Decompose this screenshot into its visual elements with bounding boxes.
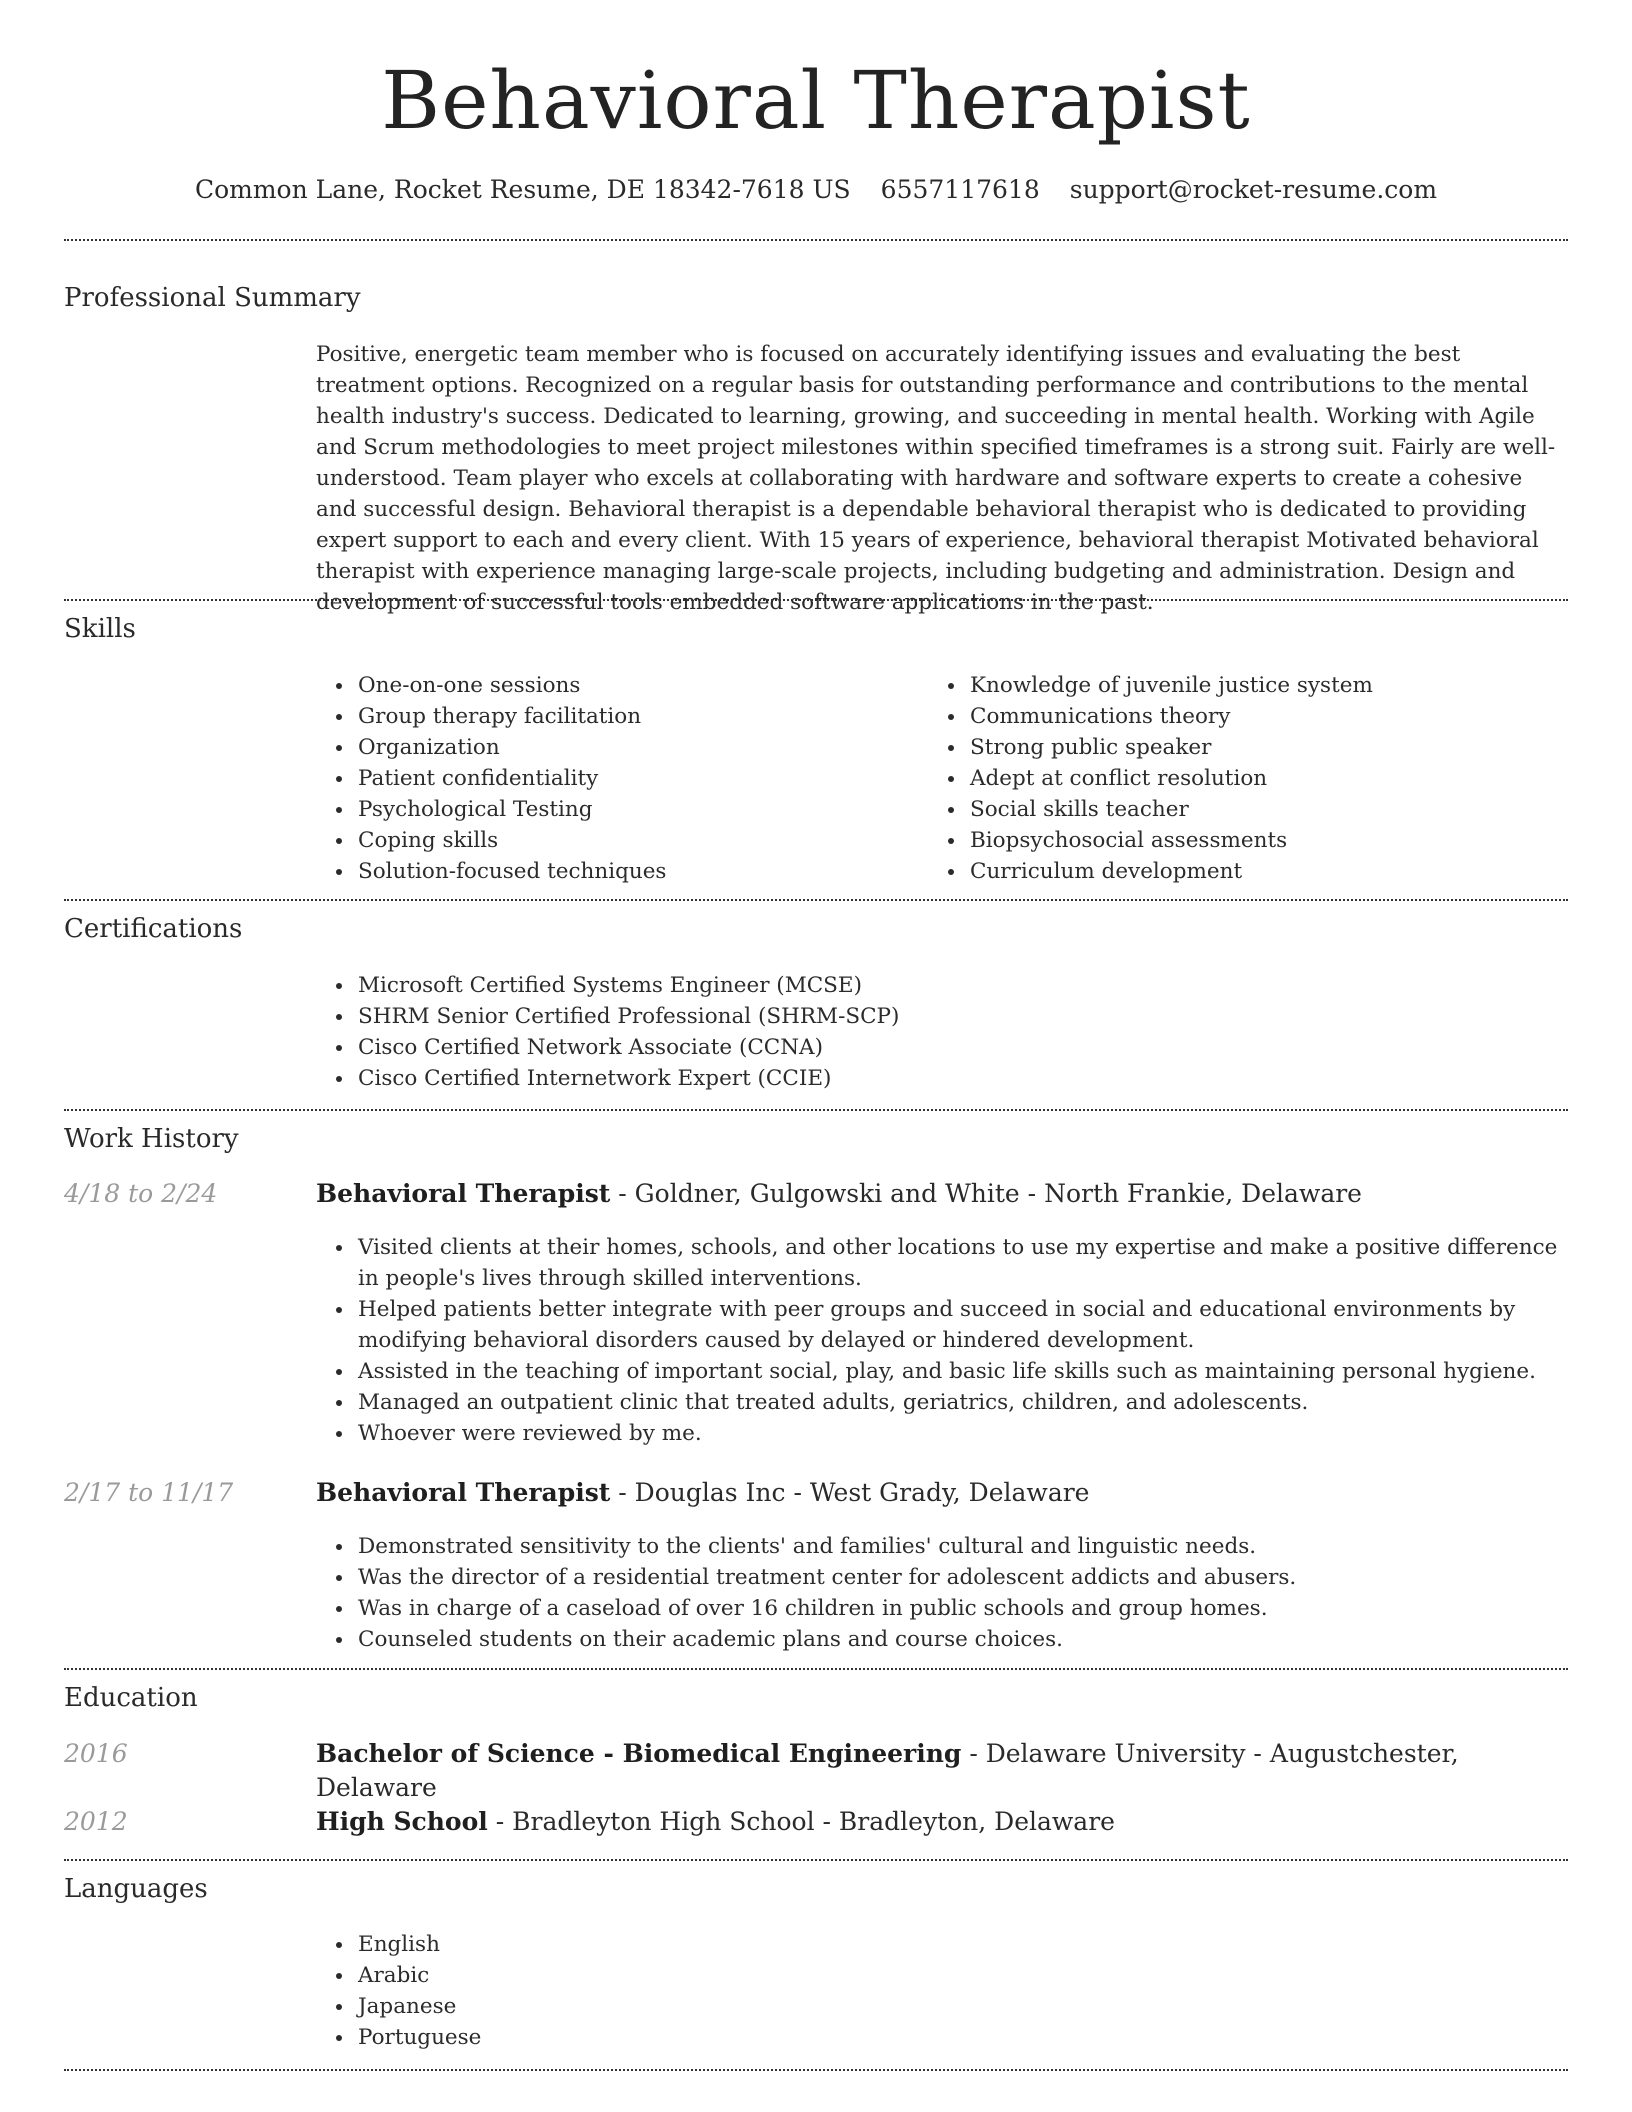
education-entry bbox=[316, 1805, 1568, 1839]
skill-item: Coping skills bbox=[358, 825, 918, 856]
candidate-name: Behavioral Therapist bbox=[381, 54, 1251, 147]
skills-list-left bbox=[314, 670, 918, 887]
job-employer: - Douglas Inc - West Grady, Delaware bbox=[610, 1478, 1090, 1507]
summary-heading: Professional Summary bbox=[64, 283, 361, 313]
job-dates: 2/17 to 11/17 bbox=[64, 1478, 234, 1507]
skill-item: Group therapy facilitation bbox=[358, 701, 918, 732]
skill-item: Biopsychosocial assessments bbox=[970, 825, 1570, 856]
contact-phone: 6557117618 bbox=[880, 175, 1040, 204]
education-heading: Education bbox=[64, 1683, 198, 1713]
job-bullet: Counseled students on their academic plans and course choices. bbox=[358, 1624, 1568, 1655]
job-employer: - Goldner, Gulgowski and White - North Frankie, Delaware bbox=[610, 1179, 1362, 1208]
education-school: - Bradleyton High School - Bradleyton, Delaware bbox=[487, 1807, 1115, 1836]
skill-item: Curriculum development bbox=[970, 856, 1570, 887]
language-item: Portuguese bbox=[358, 2022, 1568, 2053]
job-role: Behavioral Therapist bbox=[316, 1478, 611, 1507]
job-title bbox=[316, 1177, 1568, 1211]
skill-item: Social skills teacher bbox=[970, 794, 1570, 825]
job-bullet: Whoever were reviewed by me. bbox=[358, 1418, 1568, 1449]
contact-email: support@rocket-resume.com bbox=[1069, 175, 1438, 204]
job-bullet: Assisted in the teaching of important social, play, and basic life skills such as maintaining personal hygiene. bbox=[358, 1356, 1568, 1387]
section-divider bbox=[64, 1109, 1568, 1111]
skill-item: Communications theory bbox=[970, 701, 1570, 732]
certification-item: Cisco Certified Internetwork Expert (CCIE) bbox=[358, 1063, 1568, 1094]
section-divider bbox=[64, 2069, 1568, 2071]
certification-item: Microsoft Certified Systems Engineer (MCSE) bbox=[358, 970, 1568, 1001]
language-item: English bbox=[358, 1929, 1568, 1960]
education-degree: Bachelor of Science - Biomedical Engineering bbox=[316, 1739, 962, 1768]
skills-list-right bbox=[926, 670, 1570, 887]
skill-item: One-on-one sessions bbox=[358, 670, 918, 701]
education-degree: High School bbox=[316, 1807, 488, 1836]
job-bullet: Demonstrated sensitivity to the clients' and families' cultural and linguistic needs. bbox=[358, 1531, 1568, 1562]
certifications-list bbox=[314, 970, 1568, 1094]
certifications-heading: Certifications bbox=[64, 914, 243, 944]
contact-line bbox=[0, 170, 1632, 210]
summary-text: Positive, energetic team member who is focused on accurately identifying issues and evaluating the best treatment options. Recognized on a regular basis for outstanding performance and contributions to the mental health industry's success. Dedicated to learning, growing, and succeeding in mental health. Working with Agile and Scrum methodologies to meet project milestones within specified timeframes is a strong suit. Fairly are well-understood. Team player who excels at collaborating with hardware and software experts to create a cohesive and successful design. Behavioral therapist is a dependable behavioral therapist who is dedicated to providing expert support to each and every client. With 15 years of experience, behavioral therapist Motivated behavioral therapist with experience managing large-scale projects, including budgeting and administration. Design and development of successful tools embedded software applications in the past. bbox=[316, 342, 1556, 615]
section-divider bbox=[64, 239, 1568, 241]
skills-heading: Skills bbox=[64, 614, 136, 644]
section-divider bbox=[64, 899, 1568, 901]
section-divider bbox=[64, 1668, 1568, 1670]
section-divider bbox=[64, 599, 1568, 601]
job-bullets bbox=[314, 1531, 1568, 1655]
contact-address: Common Lane, Rocket Resume, DE 18342-7618 US bbox=[194, 175, 851, 204]
skill-item: Patient confidentiality bbox=[358, 763, 918, 794]
job-bullet: Helped patients better integrate with peer groups and succeed in social and educational environments by modifying behavioral disorders caused by delayed or hindered development. bbox=[358, 1294, 1568, 1356]
skill-item: Solution-focused techniques bbox=[358, 856, 918, 887]
job-bullets bbox=[314, 1232, 1568, 1449]
language-item: Arabic bbox=[358, 1960, 1568, 1991]
job-bullet: Managed an outpatient clinic that treated adults, geriatrics, children, and adolescents. bbox=[358, 1387, 1568, 1418]
skill-item: Organization bbox=[358, 732, 918, 763]
job-title bbox=[316, 1476, 1568, 1510]
certification-item: SHRM Senior Certified Professional (SHRM-SCP) bbox=[358, 1001, 1568, 1032]
language-item: Japanese bbox=[358, 1991, 1568, 2022]
job-bullet: Visited clients at their homes, schools, and other locations to use my expertise and make a positive difference in people's lives through skilled interventions. bbox=[358, 1232, 1568, 1294]
job-bullet: Was the director of a residential treatment center for adolescent addicts and abusers. bbox=[358, 1562, 1568, 1593]
skill-item: Knowledge of juvenile justice system bbox=[970, 670, 1570, 701]
skill-item: Adept at conflict resolution bbox=[970, 763, 1570, 794]
skill-item: Psychological Testing bbox=[358, 794, 918, 825]
education-year: 2012 bbox=[64, 1807, 128, 1836]
job-role: Behavioral Therapist bbox=[316, 1179, 611, 1208]
education-school: - Delaware University - Augustchester, Delaware bbox=[316, 1739, 1459, 1802]
certification-item: Cisco Certified Network Associate (CCNA) bbox=[358, 1032, 1568, 1063]
job-bullet: Was in charge of a caseload of over 16 children in public schools and group homes. bbox=[358, 1593, 1568, 1624]
section-divider bbox=[64, 1859, 1568, 1861]
education-entry bbox=[316, 1737, 1568, 1805]
job-dates: 4/18 to 2/24 bbox=[64, 1179, 218, 1208]
languages-heading: Languages bbox=[64, 1874, 208, 1904]
work-history-heading: Work History bbox=[64, 1124, 239, 1154]
skill-item: Strong public speaker bbox=[970, 732, 1570, 763]
languages-list bbox=[314, 1929, 1568, 2053]
education-year: 2016 bbox=[64, 1739, 128, 1768]
